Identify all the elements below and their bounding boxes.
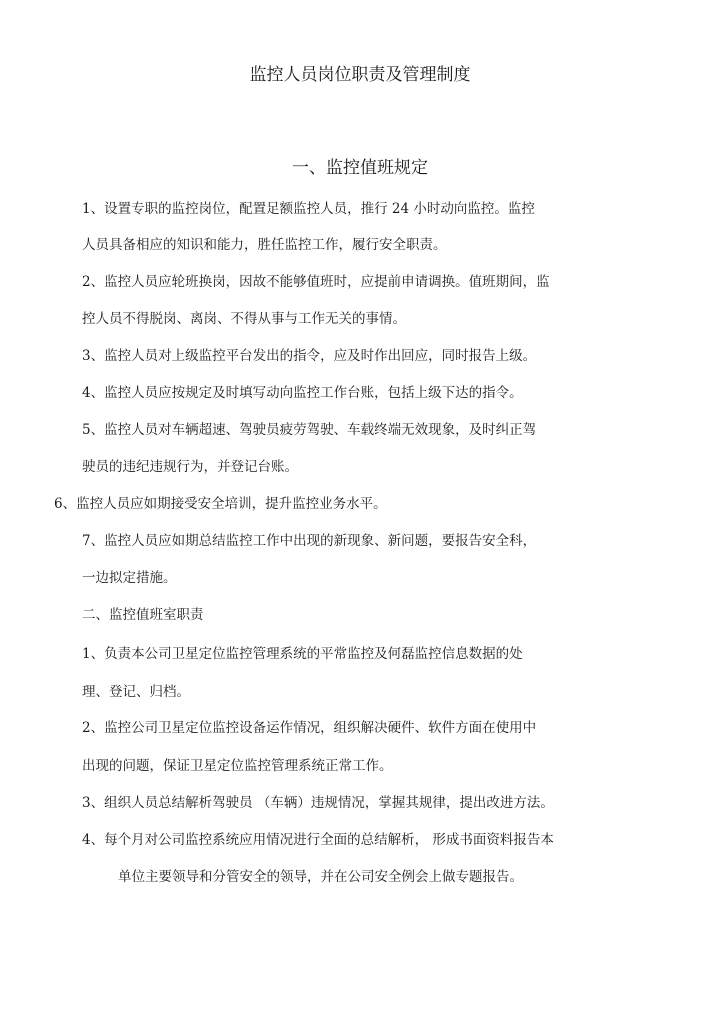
paragraph-line: 2、监控人员应轮班换岗，因故不能够值班时，应提前申请调换。值班期间，监 xyxy=(82,274,550,290)
paragraph-line: 3、监控人员对上级监控平台发出的指令，应及时作出回应，同时报告上级。 xyxy=(82,348,537,364)
paragraph-line: 6、监控人员应如期接受安全培训，提升监控业务水平。 xyxy=(54,496,387,512)
paragraph-line: 单位主要领导和分管安全的领导，并在公司安全例会上做专题报告。 xyxy=(118,869,523,885)
paragraph-line: 人员具备相应的知识和能力，胜任监控工作，履行安全职责。 xyxy=(82,237,447,253)
paragraph-line: 4、监控人员应按规定及时填写动向监控工作台账，包括上级下达的指令。 xyxy=(82,385,523,401)
section-1-heading: 一、监控值班规定 xyxy=(292,158,428,178)
paragraph-line: 3、组织人员总结解析驾驶员 （车辆）违规情况，掌握其规律，提出改进方法。 xyxy=(82,795,554,811)
paragraph-line: 1、设置专职的监控岗位，配置足额监控人员，推行 24 小时动向监控。监控 xyxy=(82,201,535,217)
paragraph-line: 一边拟定措施。 xyxy=(82,570,177,586)
paragraph-line: 驶员的违纪违规行为，并登记台账。 xyxy=(82,459,298,475)
paragraph-line: 7、监控人员应如期总结监控工作中出现的新现象、新问题，要报告安全科， xyxy=(82,533,537,549)
section-2-heading: 二、监控值班室职责 xyxy=(82,607,204,623)
paragraph-line: 5、监控人员对车辆超速、驾驶员疲劳驾驶、车载终端无效现象，及时纠正驾 xyxy=(82,422,537,438)
document-title: 监控人员岗位职责及管理制度 xyxy=(249,65,471,85)
paragraph-line: 1、负责本公司卫星定位监控管理系统的平常监控及何磊监控信息数据的处 xyxy=(82,646,523,662)
paragraph-line: 出现的问题，保证卫星定位监控管理系统正常工作。 xyxy=(82,758,393,774)
paragraph-line: 2、监控公司卫星定位监控设备运作情况，组织解决硬件、软件方面在使用中 xyxy=(82,720,537,736)
paragraph-line: 理、登记、归档。 xyxy=(82,684,190,700)
paragraph-line: 4、每个月对公司监控系统应用情况进行全面的总结解析， 形成书面资料报告本 xyxy=(82,832,554,848)
paragraph-line: 控人员不得脱岗、离岗、不得从事与工作无关的事情。 xyxy=(82,311,406,327)
